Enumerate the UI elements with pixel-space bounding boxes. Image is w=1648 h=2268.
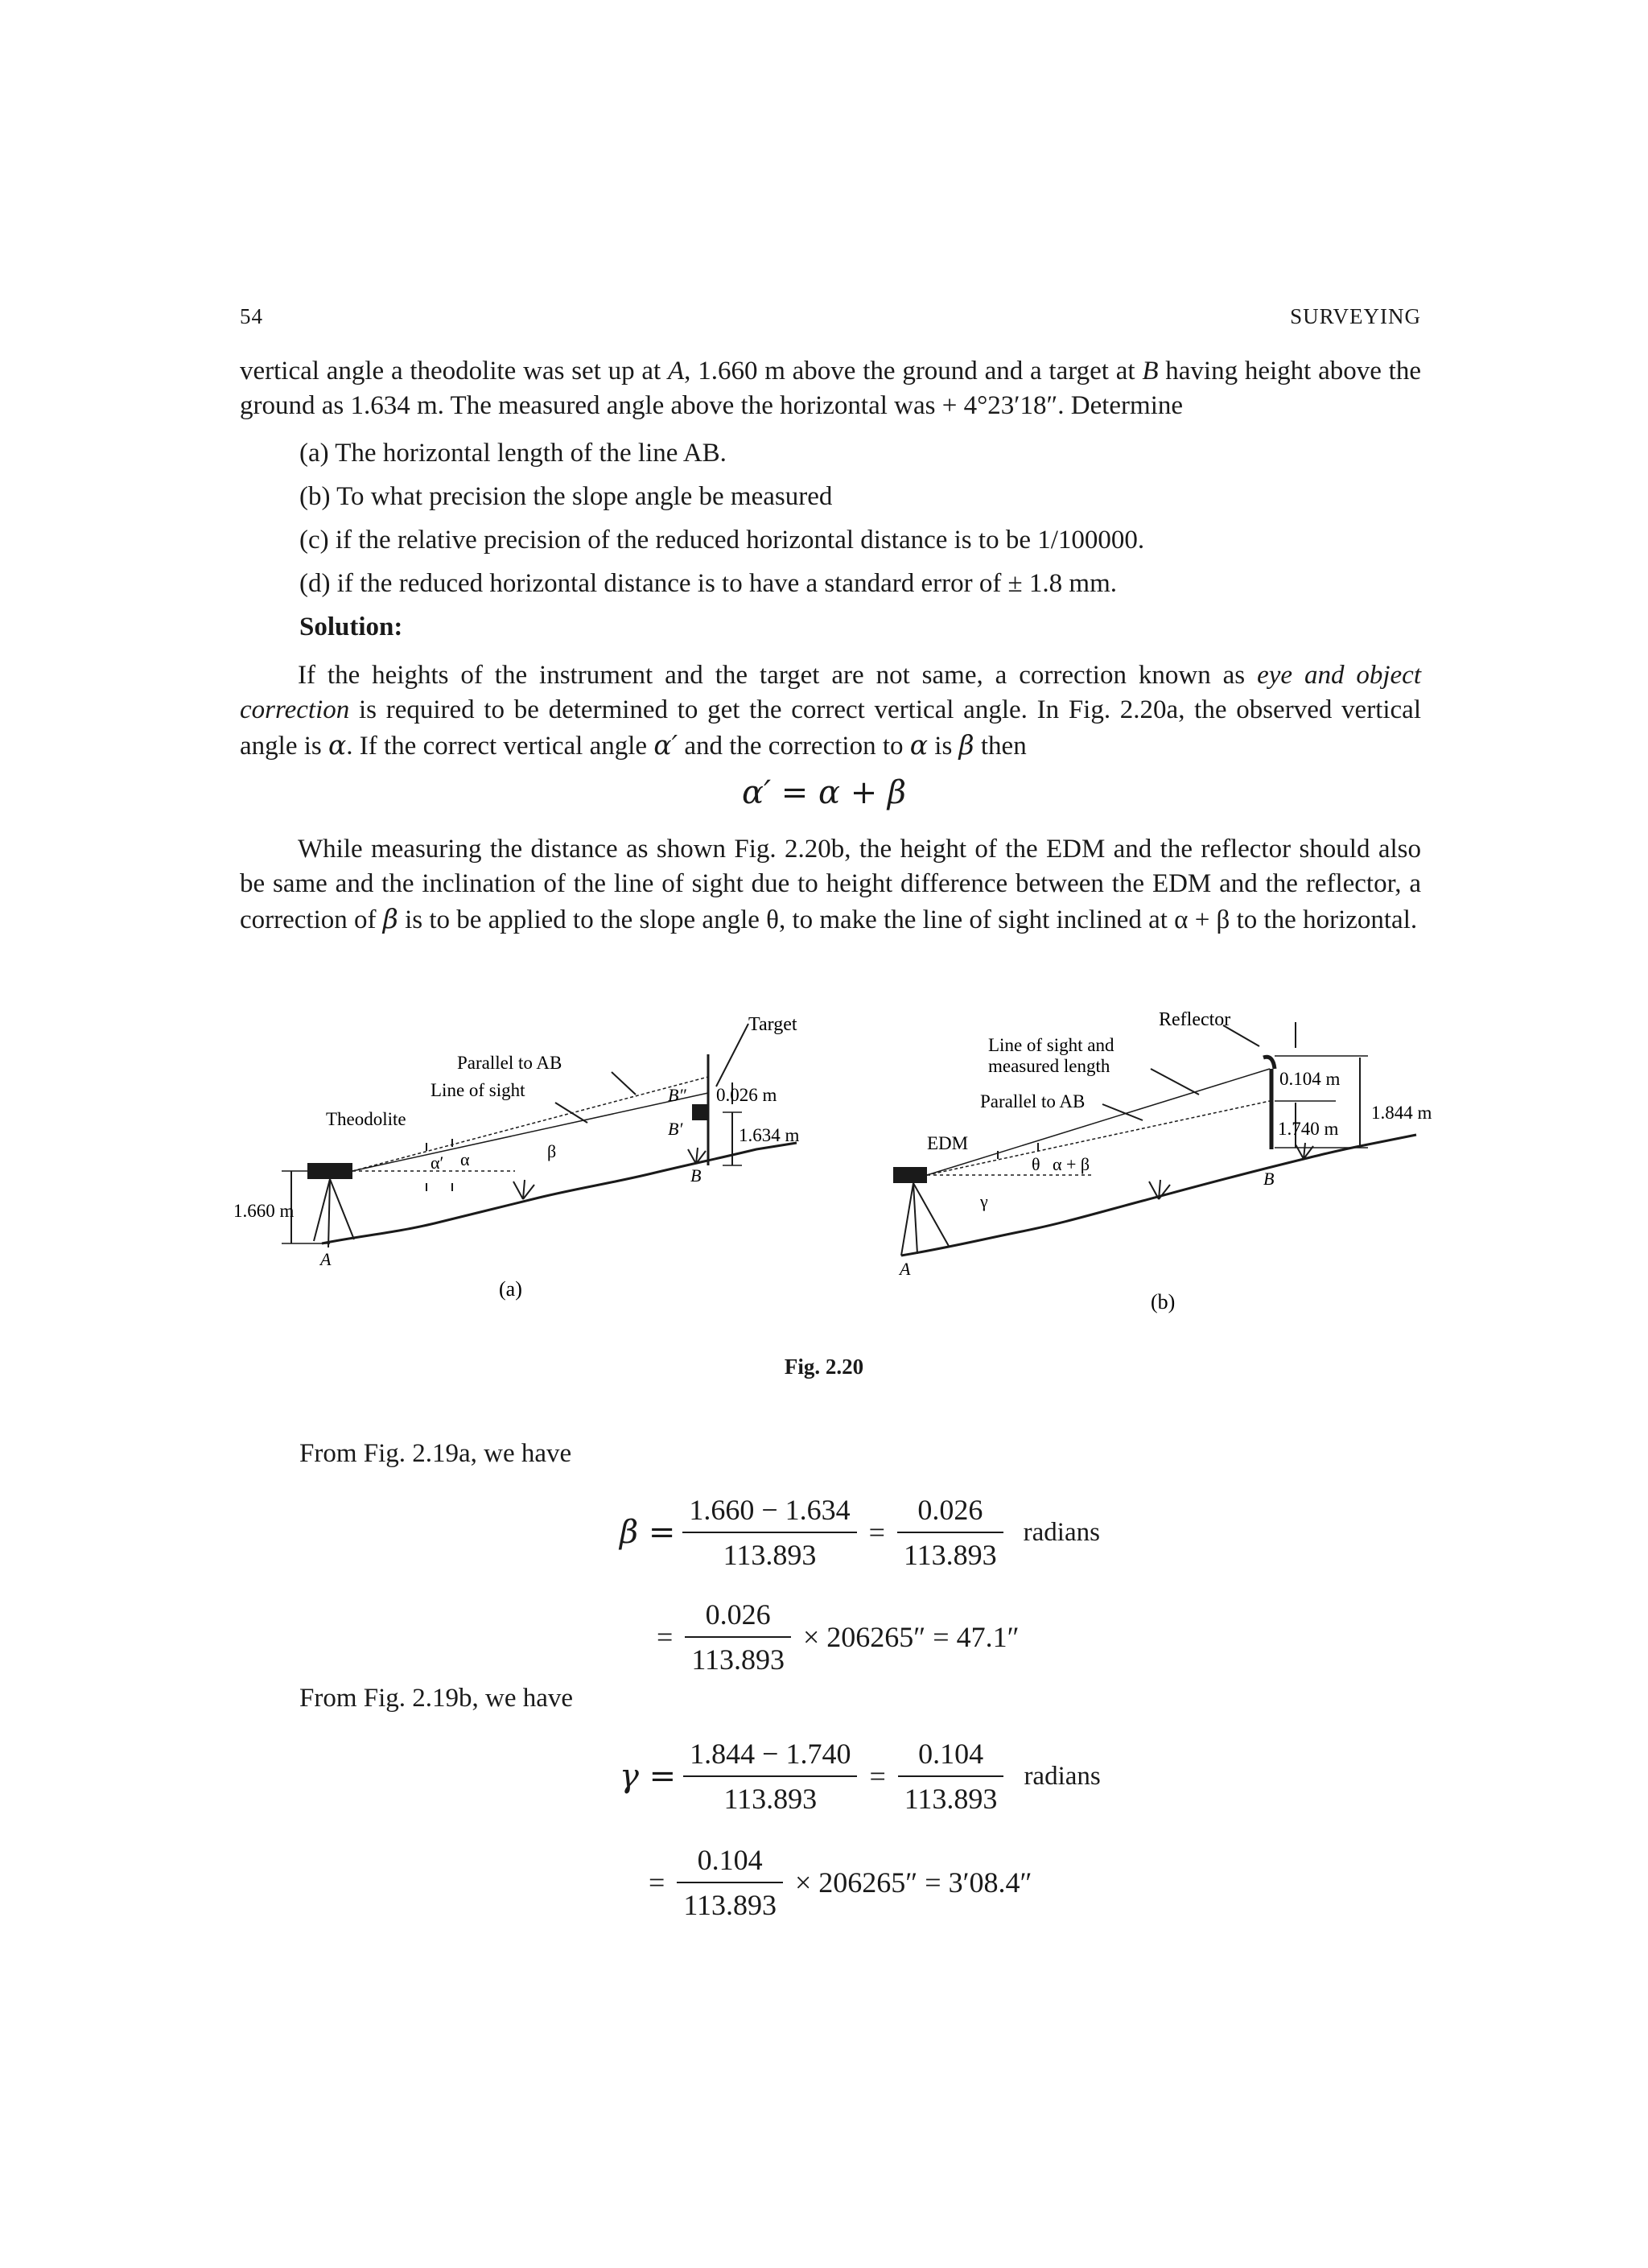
target-icon	[692, 1104, 708, 1120]
equation-gamma-line2: = $\frac{0.104}{113.893}$ × 206265″ = 3′08.4″	[649, 1844, 1032, 1921]
label-alpha-prime: α′	[431, 1153, 444, 1173]
question-d: (d) if the reduced horizontal distance is to have a standard error of ± 1.8 mm.	[299, 569, 1118, 598]
question-a: (a) The horizontal length of the line AB.	[299, 439, 727, 468]
label-edm: EDM	[927, 1133, 969, 1153]
label-b: B	[690, 1165, 702, 1186]
equation-beta-line1: β = $\frac{1.660 - 1.634}{113.893}$ = $\frac{0.026}{113.893}$ radians	[620, 1494, 1100, 1571]
reflector-icon	[1263, 1057, 1275, 1069]
theodolite-icon	[307, 1163, 352, 1179]
label-a-b: A	[900, 1259, 911, 1279]
figure-b-caption: (b)	[1151, 1290, 1176, 1313]
label-beta: β	[547, 1141, 557, 1161]
label-alpha: α	[460, 1149, 470, 1169]
figure-a-theodolite-diagram	[233, 1006, 845, 1301]
label-edm-height: 1.740 m	[1278, 1119, 1339, 1139]
equation-beta-line2: = $\frac{0.026}{113.893}$ × 206265″ = 47.1″	[657, 1598, 1020, 1676]
figure-b-edm-diagram	[885, 1006, 1465, 1313]
page-number: 54	[240, 304, 263, 328]
label-theodolite: Theodolite	[326, 1109, 406, 1129]
label-target-height: 1.634 m	[739, 1125, 800, 1145]
from-fig-a-text: From Fig. 2.19a, we have	[299, 1439, 572, 1468]
equation-gamma-line1: γ = $\frac{1.844 - 1.740}{113.893}$ = $\frac{0.104}{113.893}$ radians	[620, 1738, 1101, 1815]
paragraph-eye-object-correction: If the heights of the instrument and the target are not same, a correction known as eye and object correction is required to be determined to get the correct vertical angle. In Fig. 2.20a, the observed vertical angle is α. If the correct vertical angle α′ and the correction to α is β then	[240, 661, 1421, 761]
intro-paragraph: vertical angle a theodolite was set up at A, 1.660 m above the ground and a target at B having height above the ground as 1.634 m. The measured angle above the horizontal was + 4°23′18″. Determine	[240, 357, 1421, 420]
paragraph-edm-reflector: While measuring the distance as shown Fig. 2.20b, the height of the EDM and the reflector should also be same and the inclination of the line of sight due to height difference between the EDM and the reflector, a correction of β is to be applied to the slope angle θ, to make the line of sight inclined at α + β to the horizontal.	[240, 835, 1421, 934]
label-reflector-height: 1.844 m	[1371, 1103, 1432, 1123]
label-b-double-prime: B″	[668, 1085, 686, 1105]
label-height-diff-a: 0.026 m	[716, 1085, 777, 1105]
label-b-b: B	[1263, 1169, 1275, 1189]
label-parallel-ab-b: Parallel to AB	[980, 1091, 1086, 1111]
label-instrument-height: 1.660 m	[233, 1201, 295, 1221]
label-b-prime: B′	[668, 1119, 683, 1139]
from-fig-b-text: From Fig. 2.19b, we have	[299, 1684, 574, 1713]
label-a: A	[320, 1249, 332, 1269]
figure-a-caption: (a)	[499, 1277, 522, 1301]
label-theta: θ	[1032, 1154, 1040, 1174]
running-title: SURVEYING	[1290, 304, 1421, 328]
label-line-of-sight-measured-2: measured length	[988, 1056, 1110, 1076]
label-reflector: Reflector	[1159, 1009, 1231, 1030]
label-height-diff-b: 0.104 m	[1279, 1069, 1341, 1089]
label-gamma: γ	[980, 1191, 988, 1211]
question-b: (b) To what precision the slope angle be measured	[299, 482, 833, 511]
equation-alpha-prime: α′ = α + β	[741, 774, 907, 811]
label-parallel-ab: Parallel to AB	[457, 1053, 562, 1073]
ground-line-a	[322, 1143, 797, 1243]
solution-heading: Solution:	[299, 612, 403, 641]
label-line-of-sight: Line of sight	[431, 1080, 525, 1100]
label-alpha-plus-beta: α + β	[1053, 1154, 1090, 1174]
label-target: Target	[748, 1014, 797, 1035]
question-c: (c) if the relative precision of the reduced horizontal distance is to be 1/100000.	[299, 526, 1145, 555]
edm-icon	[893, 1167, 927, 1183]
figure-caption: Fig. 2.20	[784, 1355, 864, 1379]
label-line-of-sight-measured-1: Line of sight and	[988, 1035, 1114, 1055]
